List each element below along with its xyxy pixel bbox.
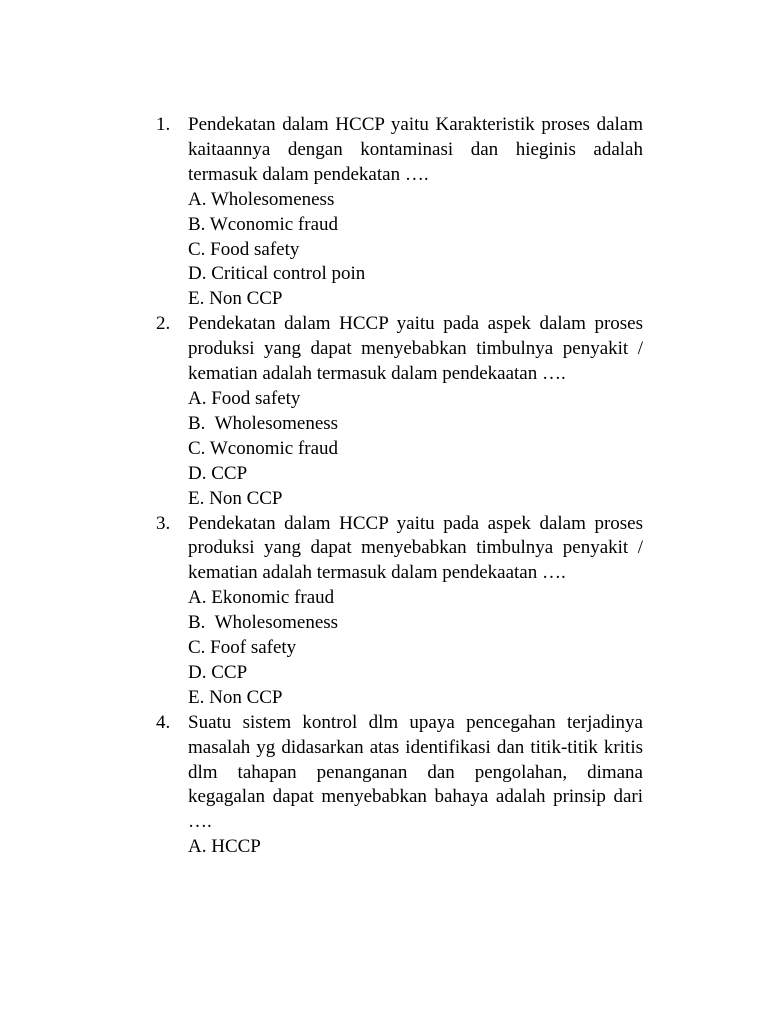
answer-option: A. HCCP <box>188 836 261 858</box>
question-number: 3. <box>156 512 171 534</box>
answer-options <box>188 586 643 711</box>
question-2 <box>156 312 643 511</box>
answer-option: A. Food safety <box>188 387 301 409</box>
answer-options <box>188 387 643 512</box>
answer-option: B. Wholesomeness <box>188 612 339 634</box>
answer-option: C. Foof safety <box>188 637 297 659</box>
answer-option: E. Non CCP <box>188 686 283 708</box>
question-1 <box>156 113 643 312</box>
answer-option: C. Wconomic fraud <box>188 437 339 459</box>
question-text: Pendekatan dalam HCCP yaitu pada aspek dalam proses produksi yang dapat menyebabkan timbulnya penyakit / kematian adalah termasuk dalam pendekaatan …. <box>188 313 643 385</box>
question-body <box>188 312 643 511</box>
answer-option: E. Non CCP <box>188 487 283 509</box>
question-list <box>156 113 643 860</box>
answer-options <box>188 188 643 313</box>
answer-option: C. Food safety <box>188 238 300 260</box>
question-body <box>188 113 643 312</box>
question-3 <box>156 512 643 711</box>
question-text: Suatu sistem kontrol dlm upaya pencegahan terjadinya masalah yg didasarkan atas identifikasi dan titik-titik kritis dlm tahapan penanganan dan pengolahan, dimana kegagalan dapat menyebabkan bahaya adalah prinsip dari …. <box>188 711 643 833</box>
answer-option: A. Ekonomic fraud <box>188 587 335 609</box>
question-text: Pendekatan dalam HCCP yaitu Karakteristik proses dalam kaitaannya dengan kontaminasi dan hieginis adalah termasuk dalam pendekatan …. <box>188 114 643 185</box>
answer-option: B. Wconomic fraud <box>188 213 339 235</box>
question-number: 4. <box>156 711 171 733</box>
answer-option: E. Non CCP <box>188 288 283 310</box>
answer-option: A. Wholesomeness <box>188 188 335 210</box>
question-number: 1. <box>156 114 171 135</box>
question-4 <box>156 711 643 860</box>
question-body <box>188 711 643 860</box>
answer-option: D. Critical control poin <box>188 263 366 285</box>
answer-option: B. Wholesomeness <box>188 412 339 434</box>
question-number: 2. <box>156 313 171 335</box>
answer-options <box>188 835 643 860</box>
answer-option: D. CCP <box>188 661 248 683</box>
answer-option: D. CCP <box>188 462 248 484</box>
question-body <box>188 512 643 711</box>
question-text: Pendekatan dalam HCCP yaitu pada aspek dalam proses produksi yang dapat menyebabkan timbulnya penyakit / kematian adalah termasuk dalam pendekaatan …. <box>188 512 643 584</box>
